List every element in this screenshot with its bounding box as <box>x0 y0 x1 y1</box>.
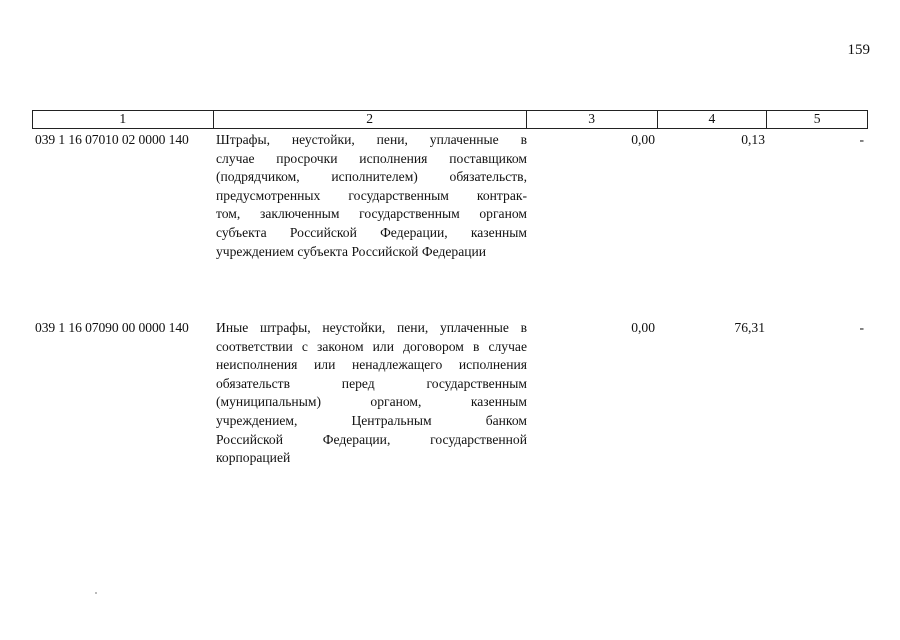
row-description <box>213 319 527 468</box>
classification-code: 039 1 16 07010 02 0000 140 <box>35 132 189 147</box>
header-col-1: 1 <box>33 111 214 128</box>
value-col-4: 76,31 <box>734 320 765 335</box>
description-line: учреждением, Центральным банком <box>216 412 527 428</box>
value-col-3: 0,00 <box>631 132 655 147</box>
description-line: обязательств перед государственным <box>216 375 527 391</box>
header-col-3: 3 <box>527 111 658 128</box>
description-line: субъекта Российской Федерации, казенным <box>216 224 527 240</box>
header-col-2: 2 <box>214 111 527 128</box>
table-row <box>32 131 868 319</box>
description-line: Штрафы, неустойки, пени, уплаченные в <box>216 132 527 147</box>
description-line: неисполнения или ненадлежащего исполнения <box>216 357 527 373</box>
value-col-3: 0,00 <box>631 320 655 335</box>
value-col-5: - <box>859 320 864 335</box>
header-col-5: 5 <box>813 111 821 126</box>
description-line: том, заключенным государственным органом <box>216 206 527 222</box>
description-line: случае просрочки исполнения поставщиком <box>216 150 527 166</box>
description-line: Российской Федерации, государственной <box>216 431 527 447</box>
classification-code: 039 1 16 07090 00 0000 140 <box>35 320 189 335</box>
table-header-row <box>32 110 868 129</box>
description-line: соответствии с законом или договором в случае <box>216 338 527 354</box>
description-line: корпорацией <box>216 450 291 466</box>
description-line: Иные штрафы, неустойки, пени, уплаченные в <box>216 320 527 335</box>
value-col-5: - <box>859 132 864 147</box>
revenue-table <box>32 110 868 499</box>
table-row <box>32 319 868 499</box>
row-description <box>213 131 527 261</box>
header-col-4: 4 <box>658 111 768 128</box>
scan-speck <box>95 592 97 594</box>
value-col-4: 0,13 <box>741 132 765 147</box>
description-line: учреждением субъекта Российской Федерации <box>216 243 487 259</box>
description-line: предусмотренных государственным контрак- <box>216 187 527 203</box>
description-line: (муниципальным) органом, казенным <box>216 394 527 410</box>
page-number: 159 <box>847 42 870 58</box>
description-line: (подрядчиком, исполнителем) обязательств, <box>216 169 527 185</box>
